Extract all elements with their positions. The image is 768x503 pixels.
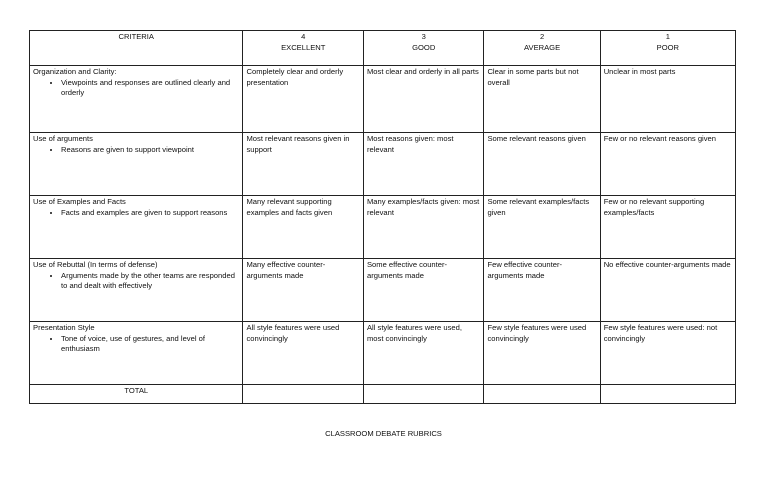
criteria-cell xyxy=(30,133,243,196)
score-cell-3: Most clear and orderly in all parts xyxy=(363,66,483,133)
criteria-cell xyxy=(30,196,243,259)
score-cell-1: Few style features were used: not convincingly xyxy=(600,322,735,385)
score-cell-1: Unclear in most parts xyxy=(600,66,735,133)
score-cell-3: Most reasons given: most relevant xyxy=(363,133,483,196)
criteria-title: Use of Rebuttal (In terms of defense) xyxy=(33,260,158,269)
level-header-2: 2 AVERAGE xyxy=(484,31,600,66)
total-label: TOTAL xyxy=(30,385,243,404)
criteria-cell xyxy=(30,66,243,133)
criteria-header: CRITERIA xyxy=(30,31,243,66)
criteria-cell xyxy=(30,322,243,385)
score-cell-4: All style features were used convincingly xyxy=(243,322,363,385)
level-header-3: 3 GOOD xyxy=(363,31,483,66)
criteria-row-rebuttal xyxy=(30,259,736,322)
criteria-bullet: • Viewpoints and responses are outlined clearly and orderly xyxy=(61,78,239,99)
criteria-title: Use of arguments xyxy=(33,134,93,143)
criteria-row-presentation xyxy=(30,322,736,385)
score-cell-2: Some relevant reasons given xyxy=(484,133,600,196)
score-cell-2: Clear in some parts but not overall xyxy=(484,66,600,133)
score-cell-1: No effective counter-arguments made xyxy=(600,259,735,322)
total-cell-2 xyxy=(484,385,600,404)
document-caption: CLASSROOM DEBATE RUBRICS xyxy=(325,429,442,438)
score-cell-3: Some effective counter-arguments made xyxy=(363,259,483,322)
score-cell-2: Few style features were used convincingly xyxy=(484,322,600,385)
criteria-title: Organization and Clarity: xyxy=(33,67,117,76)
total-cell-1 xyxy=(600,385,735,404)
level-header-4: 4 EXCELLENT xyxy=(243,31,363,66)
total-cell-3 xyxy=(363,385,483,404)
criteria-bullet: • Facts and examples are given to support reasons xyxy=(61,208,239,219)
header-row xyxy=(30,31,736,66)
score-cell-2: Some relevant examples/facts given xyxy=(484,196,600,259)
score-cell-3: All style features were used, most convincingly xyxy=(363,322,483,385)
total-row xyxy=(30,385,736,404)
score-cell-3: Many examples/facts given: most relevant xyxy=(363,196,483,259)
score-cell-4: Many effective counter-arguments made xyxy=(243,259,363,322)
criteria-bullet: • Reasons are given to support viewpoint xyxy=(61,145,239,156)
score-cell-4: Many relevant supporting examples and facts given xyxy=(243,196,363,259)
score-cell-4: Most relevant reasons given in support xyxy=(243,133,363,196)
score-cell-4: Completely clear and orderly presentation xyxy=(243,66,363,133)
score-cell-1: Few or no relevant reasons given xyxy=(600,133,735,196)
criteria-row-arguments xyxy=(30,133,736,196)
criteria-bullet: • Arguments made by the other teams are responded to and dealt with effectively xyxy=(61,271,239,292)
rubric-table xyxy=(29,30,736,404)
score-cell-1: Few or no relevant supporting examples/facts xyxy=(600,196,735,259)
total-cell-4 xyxy=(243,385,363,404)
level-header-1: 1 POOR xyxy=(600,31,735,66)
criteria-row-examples xyxy=(30,196,736,259)
criteria-cell xyxy=(30,259,243,322)
criteria-bullet: • Tone of voice, use of gestures, and level of enthusiasm xyxy=(61,334,239,355)
criteria-title: Use of Examples and Facts xyxy=(33,197,126,206)
criteria-title: Presentation Style xyxy=(33,323,95,332)
criteria-row-organization xyxy=(30,66,736,133)
score-cell-2: Few effective counter-arguments made xyxy=(484,259,600,322)
